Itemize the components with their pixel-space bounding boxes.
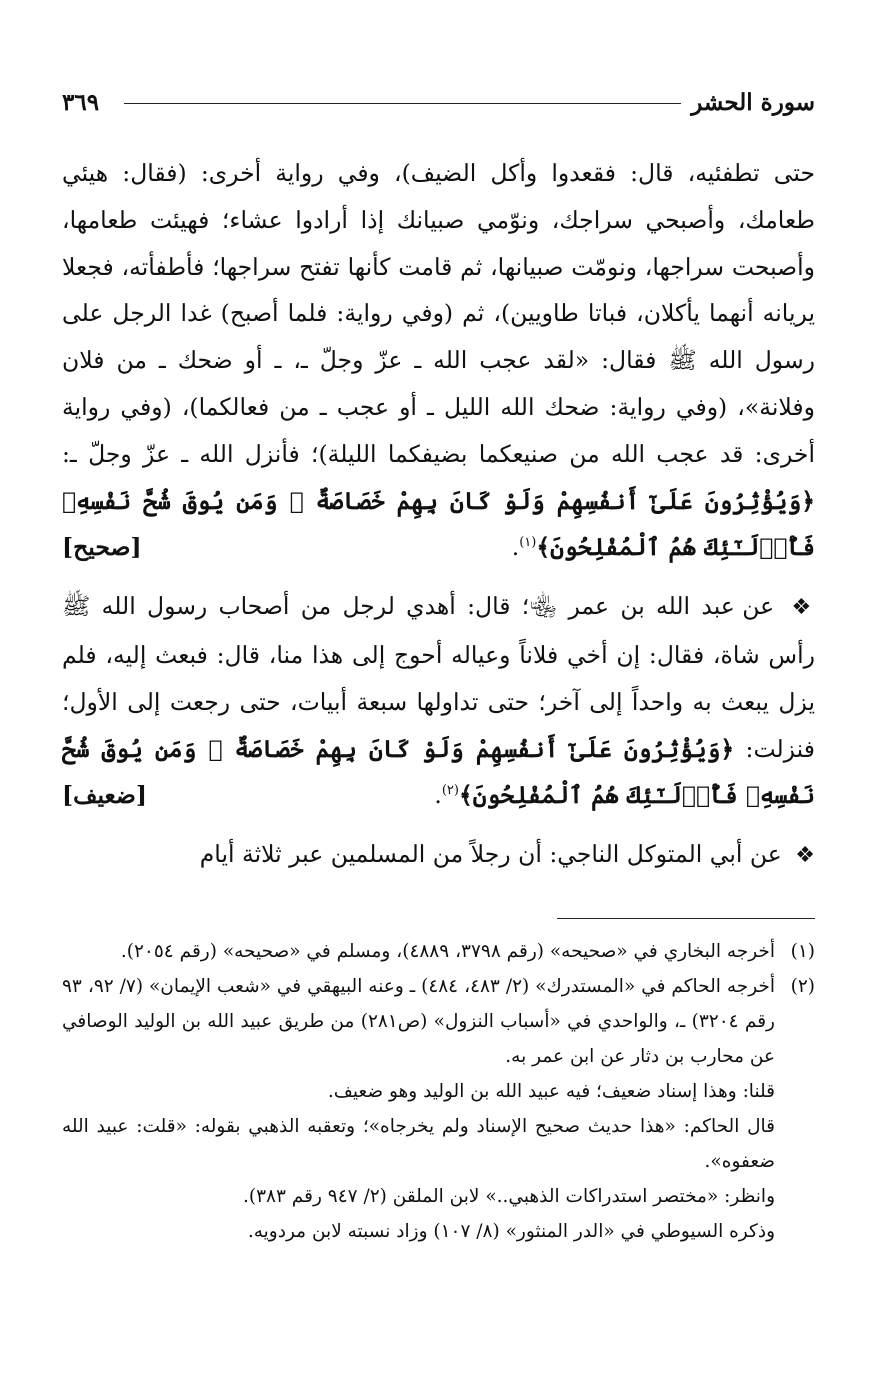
grading-badge: [صحيح]	[62, 533, 142, 562]
footnote-number: (٢)	[790, 976, 815, 997]
footnote-1	[62, 934, 815, 969]
page-number: ٣٦٩	[62, 89, 100, 116]
footnote-marker[interactable]: (٢)	[441, 783, 459, 799]
footnote-separator	[557, 918, 815, 919]
footnote-line: أخرجه البخاري في «صحيحه» (رقم ٣٧٩٨، ٤٨٨٩)، ومسلم في «صحيحه» (رقم ٢٠٥٤).	[120, 941, 775, 962]
footnote-line: أخرجه الحاكم في «المستدرك» (٢/ ٤٨٣، ٤٨٤) ـ وعنه البيهقي في «شعب الإيمان» (٧/ ٩٢، ٩٣ رقم ٣٢٠٤) ـ، والواحدي في «أسباب النزول» (ص٢٨١) من طريق عبيد الله بن الوليد الوصافي عن محارب بن دثار عن ابن عمر به.	[62, 976, 775, 1067]
footnote-2	[62, 969, 815, 1249]
bullet-diamond-icon: ❖	[791, 595, 815, 621]
footnote-line: وانظر: «مختصر استدراكات الذهبي..» لابن الملقن (٢/ ٩٤٧ رقم ٣٨٣).	[242, 1186, 775, 1207]
hadith-text: عن أبي المتوكل الناجي: أن رجلاً من المسلمين عبر ثلاثة أيام	[199, 840, 782, 869]
footnote-marker[interactable]: (١)	[519, 535, 537, 551]
footnote-line: قال الحاكم: «هذا حديث صحيح الإسناد ولم يخرجاه»؛ وتعقبه الذهبي بقوله: «قلت: عبيد الله ضعفوه».	[62, 1116, 775, 1172]
footnote-number: (١)	[790, 941, 815, 962]
footnote-body	[62, 934, 775, 969]
bullet-diamond-icon: ❖	[795, 843, 815, 869]
paragraph-hadith-2: ❖ عن عبد الله بن عمر ﵄؛ قال: أهدي لرجل من أصحاب رسول الله ﷺ رأس شاة، فقال: إن أخي فلاناً وعياله أحوج إلى هذا منا، قال: فبعث إليه، فلم يزل يبعث به واحداً إلى آخر؛ حتى تداولها سبعة أبيات، حتى رجعت إلى الأول؛ فنزلت: ﴿وَيُؤْثِرُونَ عَلَىٰٓ أَنفُسِهِمْ وَلَوْ كَانَ بِهِمْ خَصَاصَةٌ ۚ وَمَن يُوقَ شُحَّ نَفْسِهِۦ فَأُو۟لَـٰٓئِكَ هُمُ ٱلْمُفْلِحُونَ﴾$^{(٢)}$. [ضعيف]	[62, 583, 815, 819]
paragraph-hadith-1: حتى تطفئيه، قال: فقعدوا وأكل الضيف)، وفي رواية أخرى: (فقال: هيئي طعامك، وأصبحي سراجك، ونوّمي صبيانك إذا أرادوا عشاء؛ فهيئت طعامها، وأصبحت سراجها، ونومّت صبيانها، ثم قامت كأنها تفتح سراجها؛ فأطفأته، فجعلا يريانه أنهما يأكلان، فباتا طاويين)، ثم (وفي رواية: فلما أصبح) غدا الرجل على رسول الله ﷺ فقال: «لقد عجب الله ـ عزّ وجلّ ـ، ـ أو ضحك ـ من فلان وفلانة»، (وفي رواية: ضحك الله الليل ـ أو عجب ـ من فعالكما)، (وفي رواية أخرى: قد عجب الله من صنيعكما بضيفكما الليلة)؛ فأنزل الله ـ عزّ وجلّ ـ: ﴿وَيُؤْثِرُونَ عَلَىٰٓ أَنفُسِهِمْ وَلَوْ كَانَ بِهِمْ خَصَاصَةٌ ۚ وَمَن يُوقَ شُحَّ نَفْسِهِۦ فَأُو۟لَـٰٓئِكَ هُمُ ٱلْمُفْلِحُونَ﴾$^{(١)}$. [صحيح]	[62, 150, 815, 571]
surah-title: سورة الحشر	[691, 89, 815, 116]
footnotes	[62, 934, 815, 1249]
hadith-text: حتى تطفئيه، قال: فقعدوا وأكل الضيف)، وفي رواية أخرى: (فقال: هيئي طعامك، وأصبحي سراجك، ونوّمي صبيانك إذا أرادوا عشاء؛ فهيئت طعامها، وأصبحت سراجها، ونومّت صبيانها، ثم قامت كأنها تفتح سراجها؛ فأطفأته، فجعلا يريانه أنهما يأكلان، فباتا طاويين)، ثم (وفي رواية: فلما أصبح) غدا الرجل على رسول الله ﷺ فقال: «لقد عجب الله ـ عزّ وجلّ ـ، ـ أو ضحك ـ من فلان وفلانة»، (وفي رواية: ضحك الله الليل ـ أو عجب ـ من فعالكما)، (وفي رواية أخرى: قد عجب الله من صنيعكما بضيفكما الليلة)؛ فأنزل الله ـ عزّ وجلّ ـ:	[62, 159, 815, 468]
hadith-text: عن عبد الله بن عمر ﵄؛ قال: أهدي لرجل من أصحاب رسول الله ﷺ رأس شاة، فقال: إن أخي فلاناً وعياله أحوج إلى هذا منا، قال: فبعث إليه، فلم يزل يبعث به واحداً إلى آخر؛ حتى تداولها سبعة أبيات، حتى رجعت إلى الأول؛ فنزلت:	[62, 592, 815, 763]
quran-verse: ﴿وَيُؤْثِرُونَ عَلَىٰٓ أَنفُسِهِمْ وَلَوْ كَانَ بِهِمْ خَصَاصَةٌ ۚ وَمَن يُوقَ شُحَّ نَفْسِهِۦ فَأُو۟لَـٰٓئِكَ هُمُ ٱلْمُفْلِحُونَ﴾	[62, 486, 815, 562]
footnote-body	[62, 969, 775, 1249]
footnote-line: قلنا: وهذا إسناد ضعيف؛ فيه عبيد الله بن الوليد وهو ضعيف.	[327, 1081, 775, 1102]
main-text	[62, 150, 815, 880]
footnote-line: وذكره السيوطي في «الدر المنثور» (٨/ ١٠٧) وزاد نسبته لابن مردويه.	[247, 1221, 775, 1242]
header-rule	[124, 103, 681, 104]
running-header	[62, 86, 815, 120]
grading-badge: [ضعيف]	[62, 781, 147, 810]
quran-verse: ﴿وَيُؤْثِرُونَ عَلَىٰٓ أَنفُسِهِمْ وَلَوْ كَانَ بِهِمْ خَصَاصَةٌ ۚ وَمَن يُوقَ شُحَّ نَفْسِهِۦ فَأُو۟لَـٰٓئِكَ هُمُ ٱلْمُفْلِحُونَ﴾	[62, 734, 815, 810]
paragraph-hadith-3	[62, 831, 815, 880]
